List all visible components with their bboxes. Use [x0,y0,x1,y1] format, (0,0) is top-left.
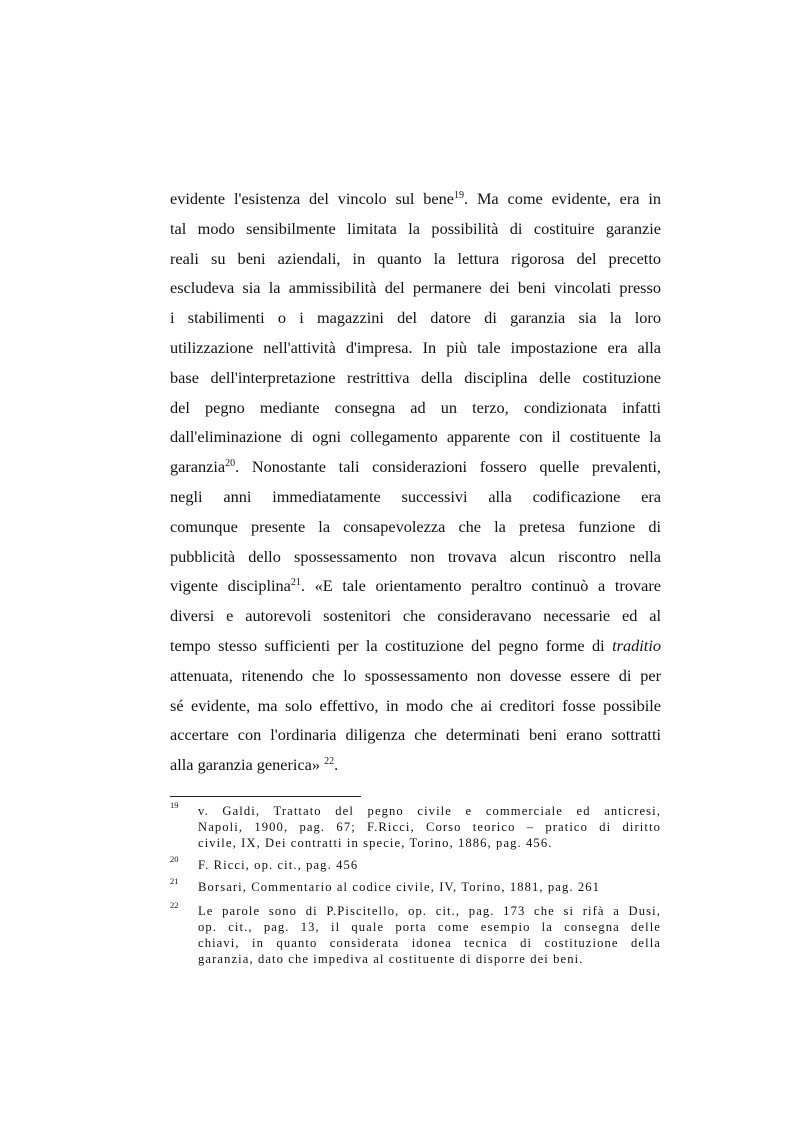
body-line: accertare con l'ordinaria diligenza che determinati beni erano sottratti [170,725,661,745]
body-line: comunque presente la consapevolezza che la pretesa funzione di [170,516,661,536]
footnote-line: civile, IX, Dei contratti in specie, Torino, 1886, pag. 456. [198,836,553,850]
footnote-ref: 20 [225,458,236,470]
body-line: vigente disciplina$^{21}$. «E tale orientamento peraltro continuò a trovare [170,576,661,596]
footnote-line: Borsari, Commentario al codice civile, IV, Torino, 1881, pag. 261 [198,880,601,894]
footnote-ref: 19 [454,190,465,201]
footnote-line: F. Ricci, op. cit., pag. 456 [198,858,359,872]
footnote-line: garanzia, dato che impediva al costituente di disporre dei beni. [198,952,584,966]
body-line: base dell'interpretazione restrittiva della disciplina delle costituzione [170,367,661,387]
body-line: tempo stesso sufficienti per la costituzione del pegno forme di traditio [170,635,661,655]
body-line: reali su beni aziendali, in quanto la lettura rigorosa del precetto [170,248,661,268]
body-line: dall'eliminazione di ogni collegamento apparente con il costituente la [170,427,661,447]
body-line: alla garanzia generica» $^{22}$. [170,755,339,775]
body-line: escludeva sia la ammissibilità del permanere dei beni vincolati presso [170,278,661,298]
body-line: del pegno mediante consegna ad un terzo, condizionata infatti [170,397,661,417]
footnote-ref: 22 [324,756,335,768]
body-line: evidente l'esistenza del vincolo sul bene$^{19}$. Ma come evidente, era in [170,189,662,208]
body-line: garanzia$^{20}$. Nonostante tali considerazioni fossero quelle prevalenti, [170,457,661,477]
footnote-number: 20 [170,854,179,864]
footnote-line: Le parole sono di P.Piscitello, op. cit., pag. 173 che si rifà a Dusi, [198,904,661,918]
footnote-separator [170,796,361,797]
footnote-line: v. Galdi, Trattato del pegno civile e commerciale ed anticresi, [198,804,661,818]
body-text [170,184,661,780]
body-line: pubblicità dello spossessamento non trovava alcun riscontro nella [170,546,661,566]
footnote-line: chiavi, in quanto considerata idonea tecnica di costituzione della [198,936,661,950]
body-line: attenuata, ritenendo che lo spossessamento non dovesse essere di per [170,665,661,685]
body-line: i stabilimenti o i magazzini del datore di garanzia sia la loro [170,308,661,328]
footnote-ref: 21 [290,577,301,589]
body-line: sé evidente, ma solo effettivo, in modo che ai creditori fosse possibile [170,695,661,715]
body-line: tal modo sensibilmente limitata la possibilità di costituire garanzie [170,218,661,238]
footnote-number: 21 [170,876,179,886]
body-line: diversi e autorevoli sostenitori che consideravano necessarie ed al [170,606,661,626]
footnote-line: op. cit., pag. 13, il quale porta come esempio la consegna delle [198,920,661,934]
body-line: utilizzazione nell'attività d'impresa. In più tale impostazione era alla [170,337,661,357]
footnote-number: 19 [170,800,179,810]
footnote-line: Napoli, 1900, pag. 67; F.Ricci, Corso teorico – pratico di diritto [198,820,661,834]
body-line: negli anni immediatamente successivi alla codificazione era [170,486,661,506]
italic-term: traditio [612,635,661,655]
footnote-number: 22 [170,900,179,910]
